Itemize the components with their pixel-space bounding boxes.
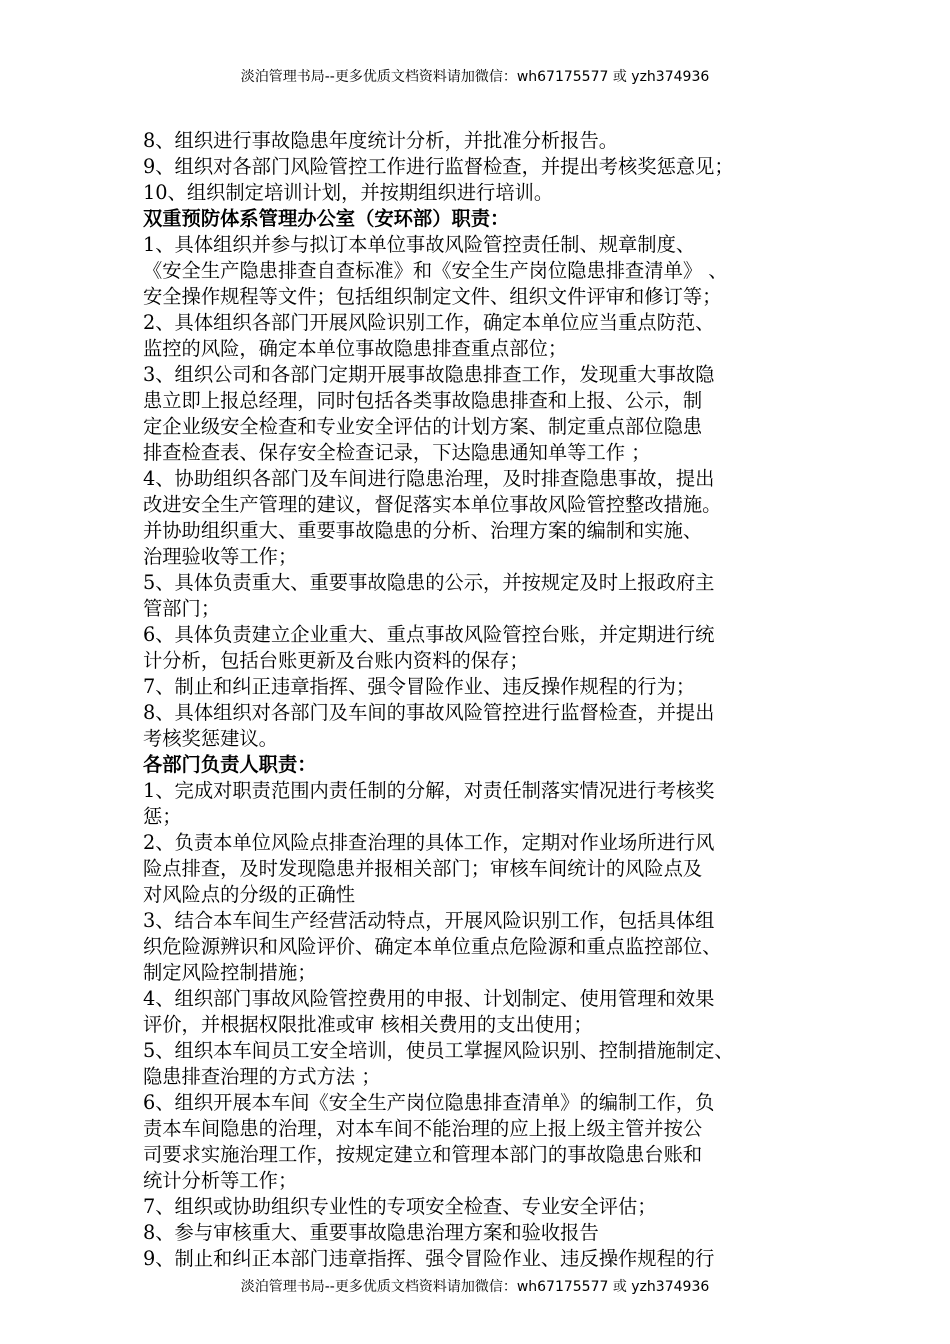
text-line: 5、组织本车间员工安全培训，使员工掌握风险识别、控制措施制定、 <box>143 1039 734 1062</box>
text-line: 8、组织进行事故隐患年度统计分析，并批准分析报告。 <box>143 129 619 152</box>
text-line: 安全操作规程等文件；包括组织制定文件、组织文件评审和修订等； <box>143 285 722 308</box>
text-line: 1、具体组织并参与拟订本单位事故风险管控责任制、规章制度、 <box>143 233 696 256</box>
text-line: 司要求实施治理工作，按规定建立和管理本部门的事故隐患台账和 <box>143 1143 703 1166</box>
text-line: 排查检查表、保存安全检查记录，下达隐患通知单等工作 ； <box>143 441 651 464</box>
text-line: 计分析，包括台账更新及台账内资料的保存； <box>143 649 529 672</box>
text-line: 隐患排查治理的方式方法 ； <box>143 1065 381 1088</box>
text-line: 惩； <box>143 805 182 828</box>
text-line: 统计分析等工作； <box>143 1169 298 1192</box>
text-line: 患立即上报总经理，同时包括各类事故隐患排查和上报、公示，制 <box>143 389 703 412</box>
text-line: 3、结合本车间生产经营活动特点，开展风险识别工作，包括具体组 <box>143 909 715 932</box>
text-line: 织危险源辨识和风险评价、确定本单位重点危险源和重点监控部位、 <box>143 935 722 958</box>
text-line: 9、组织对各部门风险管控工作进行监督检查，并提出考核奖惩意见； <box>143 155 734 178</box>
text-line: 《安全生产隐患排查自查标准》和《安全生产岗位隐患排查清单》 、 <box>143 259 728 282</box>
page-footer: 淡泊管理书局--更多优质文档资料请加微信：wh67175577 或 yzh374936 <box>240 1279 710 1295</box>
text-line: 10、组织制定培训计划，并按期组织进行培训。 <box>143 181 554 204</box>
text-line: 2、具体组织各部门开展风险识别工作，确定本单位应当重点防范、 <box>143 311 715 334</box>
page-header: 淡泊管理书局--更多优质文档资料请加微信：wh67175577 或 yzh374936 <box>240 69 710 85</box>
text-line: 制定风险控制措施； <box>143 961 317 984</box>
text-line: 考核奖惩建议。 <box>143 727 278 750</box>
text-line: 4、组织部门事故风险管控费用的申报、计划制定、使用管理和效果 <box>143 987 715 1010</box>
section-heading: 双重预防体系管理办公室（安环部）职责： <box>143 207 510 230</box>
text-line: 定企业级安全检查和专业安全评估的计划方案、制定重点部位隐患 <box>143 415 703 438</box>
text-line: 7、组织或协助组织专业性的专项安全检查、专业安全评估； <box>143 1195 657 1218</box>
text-line: 责本车间隐患的治理，对本车间不能治理的应上报上级主管并按公 <box>143 1117 703 1140</box>
text-line: 改进安全生产管理的建议，督促落实本单位事故风险管控整改措施。 <box>143 493 722 516</box>
text-line: 对风险点的分级的正确性 <box>143 883 356 906</box>
text-line: 7、制止和纠正违章指挥、强令冒险作业、违反操作规程的行为； <box>143 675 696 698</box>
document-body <box>143 128 823 1272</box>
text-line: 2、负责本单位风险点排查治理的具体工作，定期对作业场所进行风 <box>143 831 715 854</box>
text-line: 8、参与审核重大、重要事故隐患治理方案和验收报告 <box>143 1221 599 1244</box>
text-line: 治理验收等工作； <box>143 545 298 568</box>
text-line: 8、具体组织对各部门及车间的事故风险管控进行监督检查，并提出 <box>143 701 715 724</box>
text-line: 险点排查，及时发现隐患并报相关部门；审核车间统计的风险点及 <box>143 857 703 880</box>
section-heading: 各部门负责人职责： <box>143 753 317 776</box>
text-line: 6、具体负责建立企业重大、重点事故风险管控台账，并定期进行统 <box>143 623 715 646</box>
text-line: 5、具体负责重大、重要事故隐患的公示，并按规定及时上报政府主 <box>143 571 715 594</box>
text-line: 1、完成对职责范围内责任制的分解，对责任制落实情况进行考核奖 <box>143 779 715 802</box>
text-line: 评价，并根据权限批准或审 核相关费用的支出使用； <box>143 1013 593 1036</box>
text-line: 9、制止和纠正本部门违章指挥、强令冒险作业、违反操作规程的行 <box>143 1247 715 1270</box>
text-line: 6、组织开展本车间《安全生产岗位隐患排查清单》的编制工作，负 <box>143 1091 715 1114</box>
text-line: 4、协助组织各部门及车间进行隐患治理，及时排查隐患事故，提出 <box>143 467 715 490</box>
text-line: 3、组织公司和各部门定期开展事故隐患排查工作，发现重大事故隐 <box>143 363 715 386</box>
text-line: 并协助组织重大、重要事故隐患的分析、治理方案的编制和实施、 <box>143 519 703 542</box>
text-line: 监控的风险，确定本单位事故隐患排查重点部位； <box>143 337 568 360</box>
text-line: 管部门； <box>143 597 221 620</box>
